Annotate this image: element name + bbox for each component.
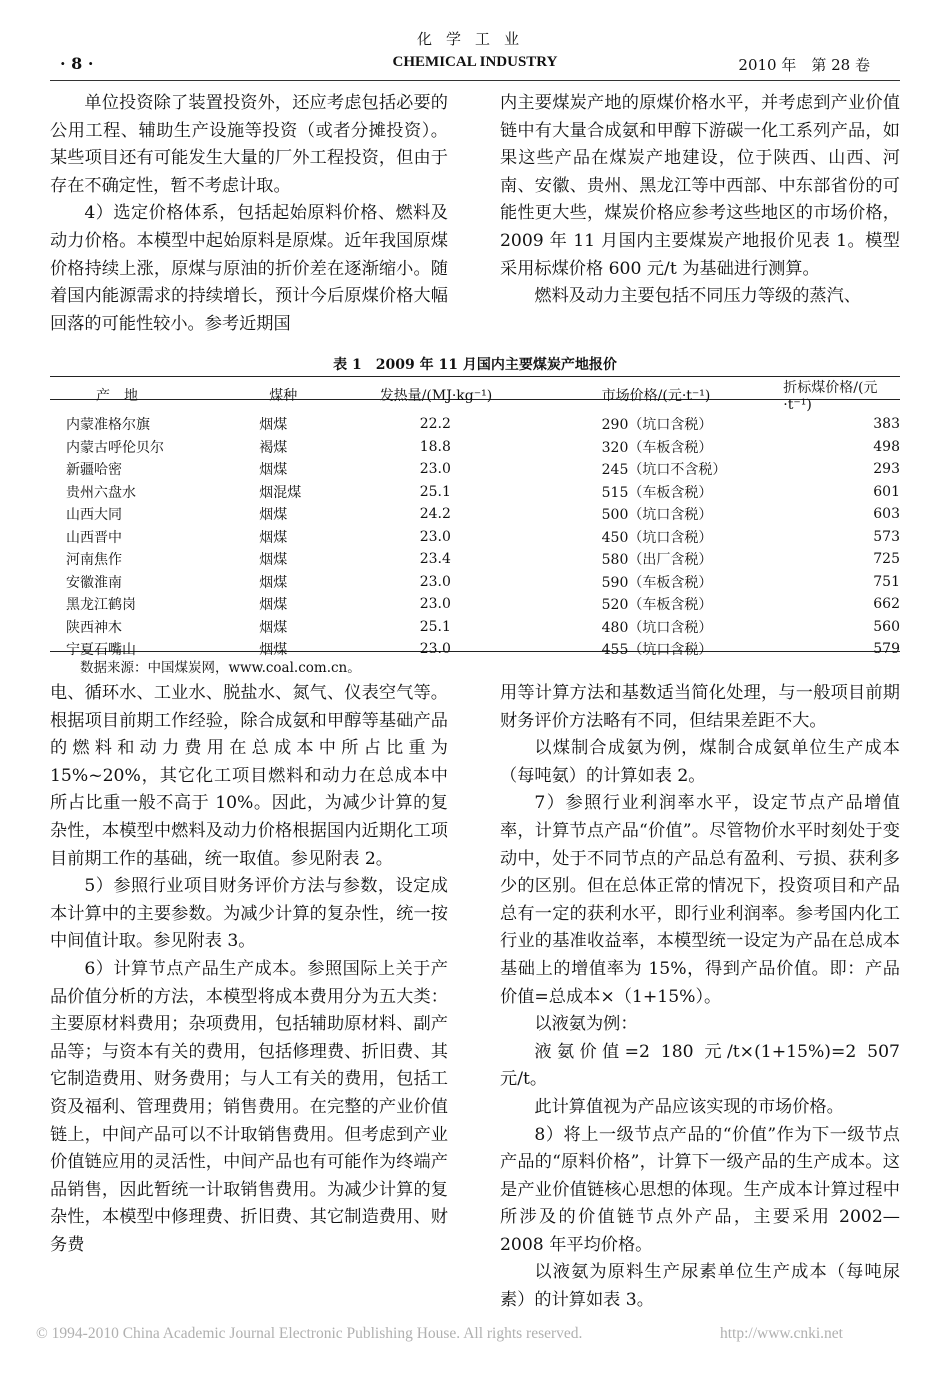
cell-heat: 18.8 [419, 438, 451, 455]
cell-heat: 25.1 [419, 618, 451, 635]
cell-region: 贵州六盘水 [66, 484, 136, 501]
cell-coal-type: 烟煤 [259, 552, 288, 569]
table-row [50, 503, 900, 526]
table-row [50, 548, 900, 571]
table-row [50, 436, 900, 459]
journal-title-cn: 化学工业 [416, 30, 533, 48]
cell-heat: 23.4 [419, 551, 451, 568]
cell-heat: 23.0 [419, 528, 451, 545]
column-right-top [500, 90, 900, 311]
cell-heat: 23.0 [419, 573, 451, 590]
cell-region: 河南焦作 [66, 552, 122, 569]
table-header-row [50, 377, 900, 413]
cell-region: 陕西神木 [66, 619, 122, 636]
cell-market-price: 320（车板含税） [601, 439, 713, 456]
paragraph: 燃料及动力主要包括不同压力等级的蒸汽、 [534, 286, 861, 307]
column-header: 市场价格/(元·t⁻¹) [601, 388, 711, 404]
cell-region: 安徽淮南 [66, 574, 122, 591]
cell-coal-type: 褐煤 [259, 439, 288, 456]
cell-region: 黑龙江鹤岗 [66, 597, 136, 614]
cell-heat: 25.1 [419, 483, 451, 500]
cell-coal-type: 烟煤 [259, 574, 288, 591]
cell-region: 内蒙准格尔旗 [66, 417, 150, 434]
cell-std-price: 573 [873, 528, 900, 545]
table-row [50, 413, 900, 436]
cell-heat: 24.2 [419, 506, 451, 523]
cell-region: 新疆哈密 [66, 462, 122, 479]
cell-market-price: 500（坑口含税） [601, 507, 713, 524]
column-header: 煤种 [269, 388, 298, 404]
paragraph: 4）选定价格体系，包括起始原料价格、燃料及动力价格。本模型中起始原料是原煤。近年我国原煤价格持续上涨，原煤与原油的折价差在逐渐缩小。随着国内能源需求的持续增长，预计今后原煤价格大幅回落的可能性较小。参考近期国 [50, 203, 448, 334]
table-source-note: 数据来源：中国煤炭网，www.coal.com.cn。 [80, 660, 361, 676]
journal-title-en: CHEMICAL INDUSTRY [392, 54, 558, 70]
table-row [50, 481, 900, 504]
copyright-notice: © 1994-2010 China Academic Journal Electronic Publishing House. All rights reserved. [36, 1325, 583, 1342]
cell-market-price: 450（坑口含税） [601, 529, 713, 546]
cell-market-price: 480（坑口含税） [601, 619, 713, 636]
cell-heat: 23.0 [419, 641, 451, 658]
page-number: · 8 · [60, 54, 94, 73]
cell-std-price: 383 [873, 416, 900, 433]
cell-coal-type: 烟煤 [259, 529, 288, 546]
paragraph: 电、循环水、工业水、脱盐水、氮气、仪表空气等。根据项目前期工作经验，除合成氨和甲醇等基础产品的燃料和动力费用在总成本中所占比重为 15%~20%，其它化工项目燃料和动力在总成本中所占比重一般不高于 10%。因此，为减少计算的复杂性，本模型中燃料及动力价格根据国内近期化工项目前期工作的基础，统一取值。参见附表 2。 [50, 683, 448, 869]
coal-price-table [50, 377, 900, 661]
cell-coal-type: 烟煤 [259, 619, 288, 636]
paragraph: 以液氨为原料生产尿素单位生产成本（每吨尿素）的计算如表 3。 [500, 1262, 900, 1311]
cell-region: 山西大同 [66, 507, 122, 524]
cell-market-price: 245（坑口不含税） [601, 462, 727, 479]
cell-market-price: 290（坑口含税） [601, 417, 713, 434]
cell-std-price: 560 [873, 618, 900, 635]
cell-std-price: 662 [873, 596, 900, 613]
paragraph: 此计算值视为产品应该实现的市场价格。 [534, 1096, 844, 1117]
cell-coal-type: 烟混煤 [259, 484, 302, 501]
paragraph: 5）参照行业项目财务评价方法与参数，设定成本计算中的主要参数。为减少计算的复杂性，统一按中间值计取。参见附表 3。 [50, 876, 448, 952]
cell-market-price: 580（出厂含税） [601, 552, 713, 569]
header-rule [50, 80, 900, 81]
table-row [50, 616, 900, 639]
cell-market-price: 515（车板含税） [601, 484, 713, 501]
paragraph: 以液氨为例： [534, 1014, 638, 1035]
cell-coal-type: 烟煤 [259, 642, 288, 659]
paragraph: 7）参照行业利润率水平，设定节点产品增值率，计算节点产品“价值”。尽管物价水平时刻处于变动中，处于不同节点的产品总有盈利、亏损、获利多少的区别。但在总体正常的情况下，投资项目和产品总有一定的获利水平，即行业利润率。参考国内化工行业的基准收益率，本模型统一设定为产品在总成本基础上的增值率为 15%，得到产品价值。即：产品价值=总成本×（1+15%）。 [500, 793, 900, 1007]
paragraph: 用等计算方法和基数适当简化处理，与一般项目前期财务评价方法略有不同，但结果差距不大。 [500, 683, 900, 731]
cell-std-price: 603 [873, 506, 900, 523]
cell-std-price: 579 [873, 641, 900, 658]
cell-coal-type: 烟煤 [259, 597, 288, 614]
column-header: 发热量/(MJ·kg⁻¹) [379, 388, 493, 404]
paragraph: 8）将上一级节点产品的“价值”作为下一级节点产品的“原料价格”，计算下一级产品的生产成本。这是产业价值链核心思想的体现。生产成本计算过程中所涉及的价值链节点外产品，主要采用 2002—2008 年平均价格。 [500, 1124, 900, 1255]
cell-coal-type: 烟煤 [259, 507, 288, 524]
cell-heat: 23.0 [419, 461, 451, 478]
issue-info: 2010 年 第 28 卷 [738, 56, 870, 74]
column-header: 产 地 [96, 388, 138, 404]
formula-line: 液氨价值=2 180 元/t×(1+15%)=2 507 元/t。 [500, 1041, 900, 1090]
cell-std-price: 725 [873, 551, 900, 568]
cell-market-price: 520（车板含税） [601, 597, 713, 614]
cell-coal-type: 烟煤 [259, 462, 288, 479]
cell-region: 山西晋中 [66, 529, 122, 546]
column-left-bottom [50, 680, 448, 1259]
cell-coal-type: 烟煤 [259, 417, 288, 434]
column-left-top [50, 90, 448, 338]
cell-std-price: 498 [873, 438, 900, 455]
paragraph: 单位投资除了装置投资外，还应考虑包括必要的公用工程、辅助生产设施等投资（或者分摊投资）。某些项目还有可能发生大量的厂外工程投资，但由于存在不确定性，暂不考虑计取。 [50, 93, 448, 196]
paragraph: 6）计算节点产品生产成本。参照国际上关于产品价值分析的方法，本模型将成本费用分为五大类：主要原材料费用；杂项费用，包括辅助原材料、副产品等；与资本有关的费用，包括修理费、折旧费、其它制造费用、财务费用；与人工有关的费用，包括工资及福利、管理费用；销售费用。在完整的产业价值链上，中间产品可以不计取销售费用。但考虑到产业价值链应用的灵活性，中间产品也有可能作为终端产品销售，因此暂统一计取销售费用。为减少计算的复杂性，本模型中修理费、折旧费、其它制造费用、财务费 [50, 958, 448, 1255]
paragraph: 内主要煤炭产地的原煤价格水平，并考虑到产业价值链中有大量合成氨和甲醇下游碳一化工系列产品，如果这些产品在煤炭产地建设，位于陕西、山西、河南、安徽、贵州、黑龙江等中西部、中东部省份的可能性更大些，煤炭价格应参考这些地区的市场价格，2009 年 11 月国内主要煤炭产地报价见表 1。模型采用标煤价格 600 元/t 为基础进行测算。 [500, 93, 900, 279]
cell-region: 内蒙古呼伦贝尔 [66, 439, 164, 456]
cell-std-price: 751 [873, 573, 900, 590]
cell-heat: 23.0 [419, 596, 451, 613]
cell-std-price: 601 [873, 483, 900, 500]
cell-heat: 22.2 [419, 416, 451, 433]
column-right-bottom [500, 680, 900, 1315]
table-row [50, 571, 900, 594]
cell-std-price: 293 [873, 461, 900, 478]
table-caption: 表 1 2009 年 11 月国内主要煤炭产地报价 [333, 357, 617, 373]
cell-region: 宁夏石嘴山 [66, 642, 136, 659]
table-row [50, 593, 900, 616]
table-row [50, 458, 900, 481]
cell-market-price: 455（坑口含税） [601, 642, 713, 659]
cnki-link[interactable]: http://www.cnki.net [720, 1325, 843, 1342]
table-row [50, 526, 900, 549]
paragraph: 以煤制合成氨为例，煤制合成氨单位生产成本（每吨氨）的计算如表 2。 [500, 738, 900, 786]
column-header: 折标煤价格/(元·t⁻¹) [783, 380, 878, 413]
cell-market-price: 590（车板含税） [601, 574, 713, 591]
